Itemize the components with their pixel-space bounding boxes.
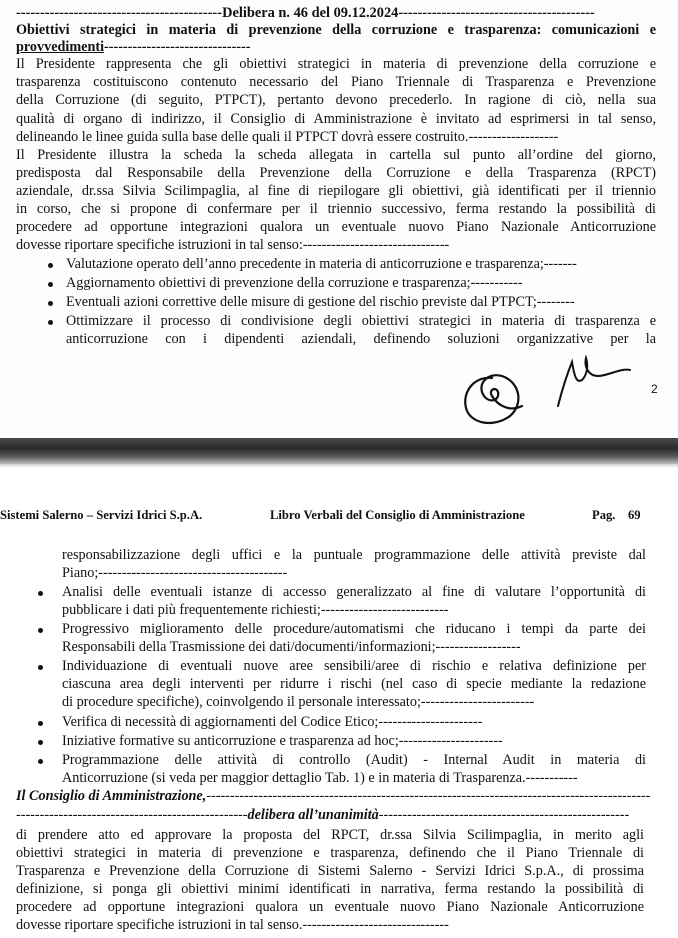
paragraph-2-line: predisposta dal Responsabile della Prevenzione della Corruzione e della Trasparenza (RPCT) bbox=[16, 165, 656, 181]
header-company: Sistemi Salerno – Servizi Idrici S.p.A. bbox=[0, 508, 203, 522]
list-item: Aggiornamento obiettivi di prevenzione della corruzione e trasparenza;----------- bbox=[66, 275, 523, 291]
bullet-dot bbox=[48, 263, 53, 268]
continuation-line: responsabilizzazione degli uffici e la puntuale programmazione delle attività previste dal bbox=[62, 547, 646, 563]
list-item: Verifica di necessità di aggiornamenti del Codice Etico;---------------------- bbox=[62, 714, 483, 730]
list-item: Programmazione delle attività di controllo (Audit) - Internal Audit in materia di bbox=[62, 752, 646, 768]
list-item-continuation: Responsabili della Trasmissione dei dati/documenti/informazioni;------------------ bbox=[62, 639, 521, 655]
bullet-dot bbox=[38, 740, 43, 745]
final-paragraph-line: di prendere atto ed approvare la proposta del RPCT, dr.ssa Silvia Scilimpaglia, in merito agli bbox=[16, 827, 644, 843]
delibera-heading: -------------------------------------------Delibera n. 46 del 09.12.2024----------------------------------------- bbox=[16, 5, 595, 21]
header-page-value: 69 bbox=[628, 508, 641, 522]
final-paragraph-line: obiettivi strategici in materia di prevenzione e trasparenza, definendo che il Piano Triennale di bbox=[16, 845, 644, 861]
list-item: Analisi delle eventuali istanze di accesso generalizzato al fine di valutare l’opportunità di bbox=[62, 584, 646, 600]
handwritten-signature-icon bbox=[438, 340, 638, 430]
list-item: Iniziative formative su anticorruzione e trasparenza ad hoc;---------------------- bbox=[62, 733, 503, 749]
final-paragraph-line: dovesse riportare specifiche istruzioni in tal senso.------------------------------- bbox=[16, 917, 449, 933]
list-item-continuation: anticorruzione con i dipendenti aziendali, definendo soluzioni organizzative per la bbox=[66, 331, 656, 347]
paragraph-2-line: in corso, che si propone di confermare per il triennio successivo, ferma restando la possibilità di bbox=[16, 201, 656, 217]
bullet-dot bbox=[48, 320, 53, 325]
title-line-1: Obiettivi strategici in materia di prevenzione della corruzione e trasparenza: comunicazioni e bbox=[16, 22, 656, 38]
list-item: Progressivo miglioramento delle procedure/automatismi che riducano i tempi da parte dei bbox=[62, 621, 646, 637]
paragraph-1-line: della Corruzione (di seguito, PTPCT), pertanto devono precederlo. In ragione di ciò, nella sua bbox=[16, 92, 656, 108]
council-line: Il Consiglio di Amministrazione,---------------------------------------------------------------------------------------------- bbox=[16, 788, 651, 804]
page-number: 2 bbox=[651, 382, 658, 396]
final-paragraph-line: definizione, si ponga gli obiettivi minimi identificati in narrativa, ferma restando la possibilità di bbox=[16, 881, 644, 897]
bullet-dot bbox=[38, 721, 43, 726]
bullet-dot bbox=[38, 628, 43, 633]
paragraph-1-line: trasparenza costituiscono contenuto necessario del Piano Triennale di Trasparenza e Prevenzione bbox=[16, 74, 656, 90]
list-item-continuation: pubblicare i dati più frequentemente richiesti;--------------------------- bbox=[62, 602, 449, 618]
final-paragraph-line: Trasparenza e Prevenzione della Corruzione di Sistemi Salerno - Servizi Idrici S.p.A., di prossima bbox=[16, 863, 644, 879]
paragraph-2-line: procedere ad opportune integrazioni qualora un eventuale nuovo Piano Nazionale Anticorruzione bbox=[16, 219, 656, 235]
bullet-dot bbox=[48, 282, 53, 287]
upper-document-page bbox=[0, 0, 678, 432]
final-paragraph-line: procedere ad opportune integrazioni qualora un eventuale nuovo Piano Nazionale Anticorruzione bbox=[16, 899, 644, 915]
list-item-continuation: ciascuna area degli interventi per ridurre i rischi (nel caso di specie mediante la redazione bbox=[62, 676, 646, 692]
continuation-line: Piano;---------------------------------------- bbox=[62, 565, 288, 581]
header-page-label: Pag. bbox=[592, 508, 616, 522]
bullet-dot bbox=[38, 665, 43, 670]
list-item-continuation: Anticorruzione (si veda per maggior dettaglio Tab. 1) e in materia di Trasparenza.----------- bbox=[62, 770, 578, 786]
list-item: Individuazione di eventuali nuove aree sensibili/aree di rischio e relativa definizione per bbox=[62, 658, 646, 674]
list-item: Valutazione operato dell’anno precedente in materia di anticorruzione e trasparenza;------- bbox=[66, 256, 577, 272]
paragraph-1-line: qualità di organo di indirizzo, il Consiglio di Amministrazione è invitato ad esprimersi in tal senso, bbox=[16, 111, 656, 127]
paragraph-2-line: Il Presidente illustra la scheda la scheda allegata in cartella sul punto all’ordine del giorno, bbox=[16, 147, 656, 163]
paragraph-1-line: delineando le linee guida sulla base delle quali il PTPCT dovrà essere costruito.------------------- bbox=[16, 129, 559, 145]
paragraph-1-line: Il Presidente rappresenta che gli obiettivi strategici in materia di prevenzione della corruzione e bbox=[16, 56, 656, 72]
paragraph-2-line: dovesse riportare specifiche istruzioni in tal senso:------------------------------- bbox=[16, 237, 450, 253]
list-item: Eventuali azioni correttive delle misure di gestione del rischio previste dal PTPCT;-------- bbox=[66, 294, 575, 310]
scan-page-separator bbox=[0, 438, 678, 464]
list-item-continuation: di procedure specifiche), coinvolgendo il personale interessato;------------------------ bbox=[62, 694, 535, 710]
title-line-2: provvedimenti------------------------------- bbox=[16, 39, 251, 55]
bullet-dot bbox=[38, 591, 43, 596]
bullet-dot bbox=[48, 301, 53, 306]
bullet-dot bbox=[38, 759, 43, 764]
separator-shadow bbox=[0, 464, 678, 468]
header-book-title: Libro Verbali del Consiglio di Amministrazione bbox=[270, 508, 525, 522]
paragraph-2-line: aziendale, dr.ssa Silvia Scilimpaglia, al fine di riepilogare gli obiettivi, già identificati per il triennio bbox=[16, 183, 656, 199]
list-item: Ottimizzare il processo di condivisione degli obiettivi strategici in materia di trasparenza e bbox=[66, 313, 656, 329]
delibera-unanimita-line: -------------------------------------------------delibera all’unanimità----------------------------------------------------- bbox=[16, 807, 630, 823]
